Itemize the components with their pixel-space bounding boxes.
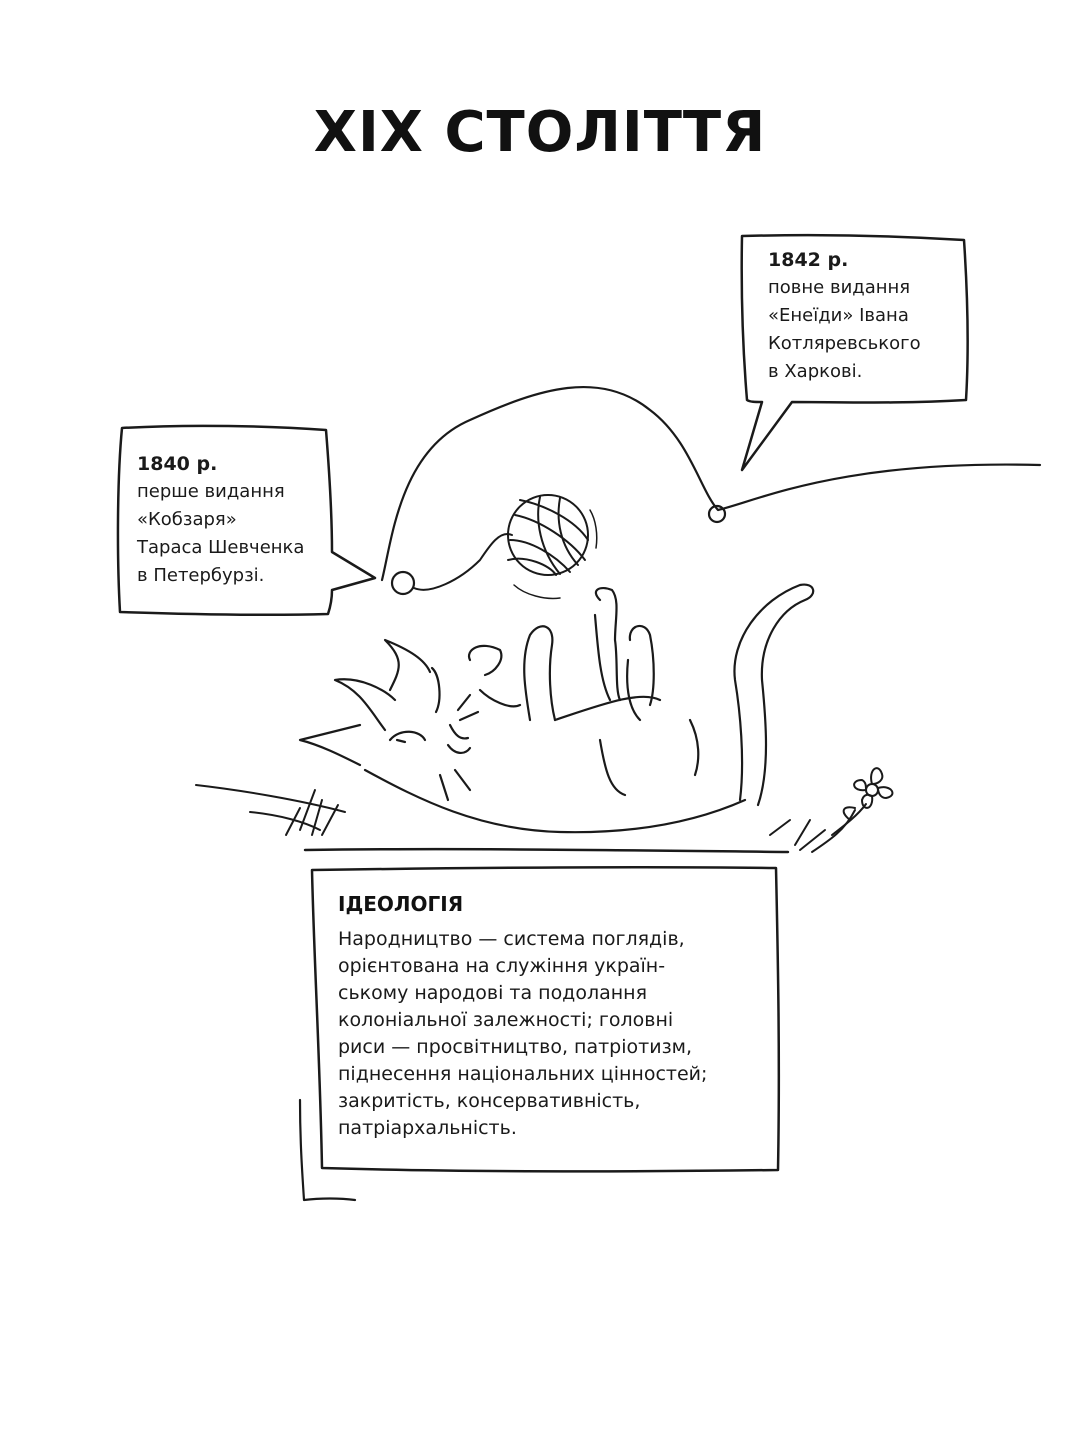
ideology-line: орієнтована на служіння україн- <box>338 955 666 977</box>
bubble-right-year: 1842 р. <box>768 249 849 271</box>
flower-icon <box>832 768 892 835</box>
ideology-line: Народництво — система поглядів, <box>338 928 685 950</box>
ideology-box <box>338 892 778 1142</box>
grass-icon <box>196 785 855 852</box>
cat-icon <box>300 585 813 833</box>
yarn-ball-icon <box>508 495 597 598</box>
bubble-right-text <box>768 246 921 386</box>
ideology-heading: ІДЕОЛОГІЯ <box>338 892 464 916</box>
bubble-left-line: Тараса Шевченка <box>137 537 305 558</box>
ideology-line: закритість, консервативність, <box>338 1090 641 1112</box>
bubble-left-line: в Петербурзі. <box>137 565 265 586</box>
bubble-left-year: 1840 р. <box>137 453 218 475</box>
bubble-right-line: Котляревського <box>768 333 921 354</box>
ideology-line: риси — просвітництво, патріотизм, <box>338 1036 693 1058</box>
string-loop-left <box>392 572 414 594</box>
bubble-right-line: «Енеїди» Івана <box>768 305 909 326</box>
bubble-left-text <box>137 450 304 590</box>
ground-line <box>305 849 788 852</box>
ideology-line: ському народові та подолання <box>338 982 648 1004</box>
bubble-left-line: перше видання <box>137 481 285 502</box>
bubble-left-line: «Кобзаря» <box>137 509 237 530</box>
yarn-string <box>382 387 1040 580</box>
bubble-right-line: в Харкові. <box>768 361 863 382</box>
ideology-line: піднесення національних цінностей; <box>338 1063 708 1085</box>
bubble-right-line: повне видання <box>768 277 911 298</box>
ideology-line: патріархальність. <box>338 1117 517 1139</box>
page-title: XIX СТОЛІТТЯ <box>313 100 767 165</box>
ideology-line: колоніальної залежності; головні <box>338 1009 674 1031</box>
